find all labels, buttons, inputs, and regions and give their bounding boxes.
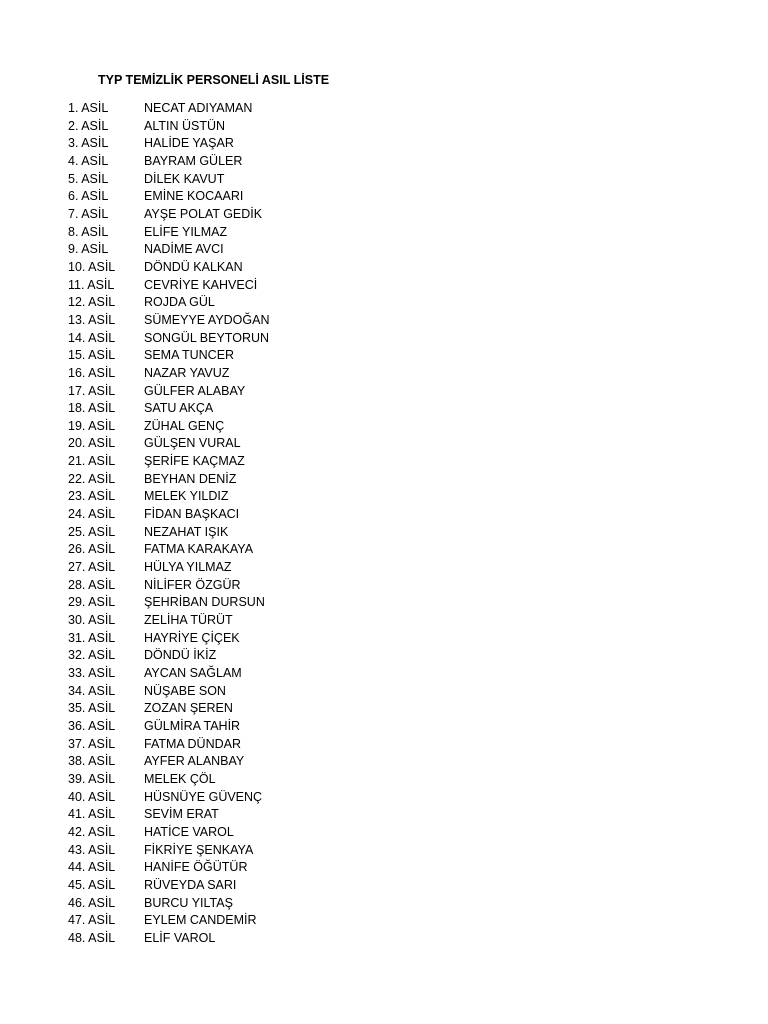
list-item-name: RÜVEYDA SARI xyxy=(144,877,237,892)
list-item-rank: 43. ASİL xyxy=(68,842,116,857)
list-item xyxy=(68,100,270,118)
list-item-name: BEYHAN DENİZ xyxy=(144,471,237,486)
list-item xyxy=(68,665,270,683)
list-item-name: SEMA TUNCER xyxy=(144,348,235,363)
list-item-name: GÜLMİRA TAHİR xyxy=(144,718,241,733)
list-item-name: HAYRİYE ÇİÇEK xyxy=(144,630,240,645)
list-item-rank: 7. ASİL xyxy=(68,206,109,221)
list-item-rank: 3. ASİL xyxy=(68,136,109,151)
list-item-rank: 32. ASİL xyxy=(68,648,116,663)
list-item-name: FİDAN BAŞKACI xyxy=(144,507,240,522)
list-item xyxy=(68,895,270,913)
list-item-name: NİLİFER ÖZGÜR xyxy=(144,577,241,592)
list-item-rank: 48. ASİL xyxy=(68,930,116,945)
list-item xyxy=(68,524,270,542)
list-item-rank: 26. ASİL xyxy=(68,542,116,557)
list-item xyxy=(68,277,270,295)
list-item-name: NECAT ADIYAMAN xyxy=(144,101,253,115)
list-item xyxy=(68,789,270,807)
document-title: TYP TEMİZLİK PERSONELİ ASIL LİSTE xyxy=(98,73,330,87)
list-item-rank: 39. ASİL xyxy=(68,771,116,786)
list-item xyxy=(68,118,270,136)
list-item xyxy=(68,718,270,736)
list-item-rank: 1. ASİL xyxy=(68,101,109,115)
list-item xyxy=(68,224,270,242)
list-item-rank: 9. ASİL xyxy=(68,242,109,257)
list-item xyxy=(68,594,270,612)
list-item xyxy=(68,383,270,401)
list-item-name: AYCAN SAĞLAM xyxy=(144,666,242,680)
list-item-name: FATMA DÜNDAR xyxy=(144,736,241,751)
list-item-name: SÜMEYYE AYDOĞAN xyxy=(144,312,270,327)
list-item-name: ŞEHRİBAN DURSUN xyxy=(144,595,265,610)
list-item xyxy=(68,206,270,224)
list-item xyxy=(68,153,270,171)
list-item-rank: 2. ASİL xyxy=(68,118,109,133)
list-item xyxy=(68,435,270,453)
list-item-name: ALTIN ÜSTÜN xyxy=(144,118,226,133)
list-item xyxy=(68,912,270,930)
list-item-rank: 35. ASİL xyxy=(68,701,116,716)
list-item-rank: 38. ASİL xyxy=(68,754,116,769)
list-item xyxy=(68,400,270,418)
list-item-name: BURCU YILTAŞ xyxy=(144,895,233,910)
list-item-name: NEZAHAT IŞIK xyxy=(144,524,229,539)
list-item-name: AYŞE POLAT GEDİK xyxy=(144,206,263,221)
list-item xyxy=(68,418,270,436)
list-item xyxy=(68,312,270,330)
list-item xyxy=(68,488,270,506)
list-item-name: CEVRİYE KAHVECİ xyxy=(144,277,258,292)
list-item-rank: 22. ASİL xyxy=(68,471,116,486)
list-item-rank: 11. ASİL xyxy=(68,277,115,292)
list-item-rank: 24. ASİL xyxy=(68,507,116,522)
list-item xyxy=(68,630,270,648)
list-item-name: DÖNDÜ İKİZ xyxy=(144,648,217,663)
list-item xyxy=(68,541,270,559)
list-item-name: NADİME AVCI xyxy=(144,242,224,257)
list-item-rank: 10. ASİL xyxy=(68,259,116,274)
list-item-name: SONGÜL BEYTORUN xyxy=(144,330,270,345)
list-item xyxy=(68,330,270,348)
list-item-name: EYLEM CANDEMİR xyxy=(144,913,257,928)
list-item xyxy=(68,930,270,948)
list-item-name: ELİFE YILMAZ xyxy=(144,224,228,239)
list-item-rank: 40. ASİL xyxy=(68,789,116,804)
list-item-name: DİLEK KAVUT xyxy=(144,171,225,186)
list-item-name: HATİCE VAROL xyxy=(144,824,234,839)
list-item-rank: 6. ASİL xyxy=(68,189,109,204)
list-item xyxy=(68,877,270,895)
list-item xyxy=(68,471,270,489)
list-item-name: ELİF VAROL xyxy=(144,930,216,945)
list-item xyxy=(68,612,270,630)
list-item-rank: 19. ASİL xyxy=(68,418,116,433)
list-item xyxy=(68,135,270,153)
list-item-name: ZÜHAL GENÇ xyxy=(144,418,225,433)
list-item-rank: 29. ASİL xyxy=(68,595,116,610)
list-item-rank: 13. ASİL xyxy=(68,312,116,327)
list-item-rank: 28. ASİL xyxy=(68,577,116,592)
list-item-name: ZOZAN ŞEREN xyxy=(144,701,233,716)
list-item-name: ŞERİFE KAÇMAZ xyxy=(144,454,245,469)
list-item xyxy=(68,365,270,383)
list-item-name: HALİDE YAŞAR xyxy=(144,136,234,151)
list-item xyxy=(68,453,270,471)
list-item-name: FİKRİYE ŞENKAYA xyxy=(144,842,254,857)
list-item-rank: 25. ASİL xyxy=(68,524,116,539)
list-item-name: GÜLŞEN VURAL xyxy=(144,436,241,451)
list-item-name: ZELİHA TÜRÜT xyxy=(144,613,233,628)
list-item-rank: 16. ASİL xyxy=(68,365,116,380)
list-item-rank: 33. ASİL xyxy=(68,666,116,680)
list-item-name: MELEK ÇÖL xyxy=(144,771,216,786)
list-item-rank: 12. ASİL xyxy=(68,295,116,310)
list-item xyxy=(68,859,270,877)
list-item-rank: 4. ASİL xyxy=(68,153,109,168)
personnel-list xyxy=(68,100,270,948)
list-item-rank: 20. ASİL xyxy=(68,436,116,451)
list-item xyxy=(68,347,270,365)
list-item-rank: 30. ASİL xyxy=(68,613,116,628)
list-item-name: AYFER ALANBAY xyxy=(144,754,245,769)
list-item xyxy=(68,700,270,718)
list-item-rank: 17. ASİL xyxy=(68,383,116,398)
list-item-rank: 41. ASİL xyxy=(68,807,116,822)
list-item-rank: 8. ASİL xyxy=(68,224,109,239)
list-item-rank: 23. ASİL xyxy=(68,489,116,504)
list-item-name: ROJDA GÜL xyxy=(144,295,215,310)
list-item-rank: 46. ASİL xyxy=(68,895,116,910)
list-item-rank: 14. ASİL xyxy=(68,330,116,345)
list-item-rank: 15. ASİL xyxy=(68,348,116,363)
list-item-rank: 47. ASİL xyxy=(68,913,116,928)
list-item xyxy=(68,771,270,789)
list-item-rank: 18. ASİL xyxy=(68,401,116,416)
list-item-name: HÜLYA YILMAZ xyxy=(144,560,232,575)
list-item xyxy=(68,506,270,524)
list-item xyxy=(68,171,270,189)
list-item-rank: 45. ASİL xyxy=(68,877,116,892)
list-item-name: MELEK YILDIZ xyxy=(144,489,229,504)
list-item xyxy=(68,736,270,754)
list-item-name: EMİNE KOCAARI xyxy=(144,189,244,204)
list-item-name: NAZAR YAVUZ xyxy=(144,365,230,380)
list-item-name: SATU AKÇA xyxy=(144,401,214,416)
list-item-name: SEVİM ERAT xyxy=(144,807,219,822)
list-item-name: DÖNDÜ KALKAN xyxy=(144,259,243,274)
list-item-name: GÜLFER ALABAY xyxy=(144,383,246,398)
list-item xyxy=(68,577,270,595)
list-item-rank: 37. ASİL xyxy=(68,736,116,751)
list-item xyxy=(68,241,270,259)
list-item-rank: 27. ASİL xyxy=(68,560,116,575)
list-item-name: HÜSNÜYE GÜVENÇ xyxy=(144,789,263,804)
list-item xyxy=(68,188,270,206)
list-item xyxy=(68,824,270,842)
list-item-rank: 44. ASİL xyxy=(68,860,116,875)
list-item-name: BAYRAM GÜLER xyxy=(144,153,243,168)
list-item-name: HANİFE ÖĞÜTÜR xyxy=(144,860,248,875)
list-item xyxy=(68,647,270,665)
list-item xyxy=(68,294,270,312)
list-item-rank: 5. ASİL xyxy=(68,171,109,186)
list-item xyxy=(68,683,270,701)
list-item-name: FATMA KARAKAYA xyxy=(144,542,254,557)
list-item-rank: 36. ASİL xyxy=(68,718,116,733)
list-item xyxy=(68,806,270,824)
list-item-rank: 21. ASİL xyxy=(68,454,116,469)
list-item-name: NÜŞABE SON xyxy=(144,683,226,698)
list-item-rank: 42. ASİL xyxy=(68,824,116,839)
list-item-rank: 34. ASİL xyxy=(68,683,116,698)
list-item xyxy=(68,753,270,771)
list-item-rank: 31. ASİL xyxy=(68,630,116,645)
list-item xyxy=(68,259,270,277)
list-item xyxy=(68,842,270,860)
list-item xyxy=(68,559,270,577)
